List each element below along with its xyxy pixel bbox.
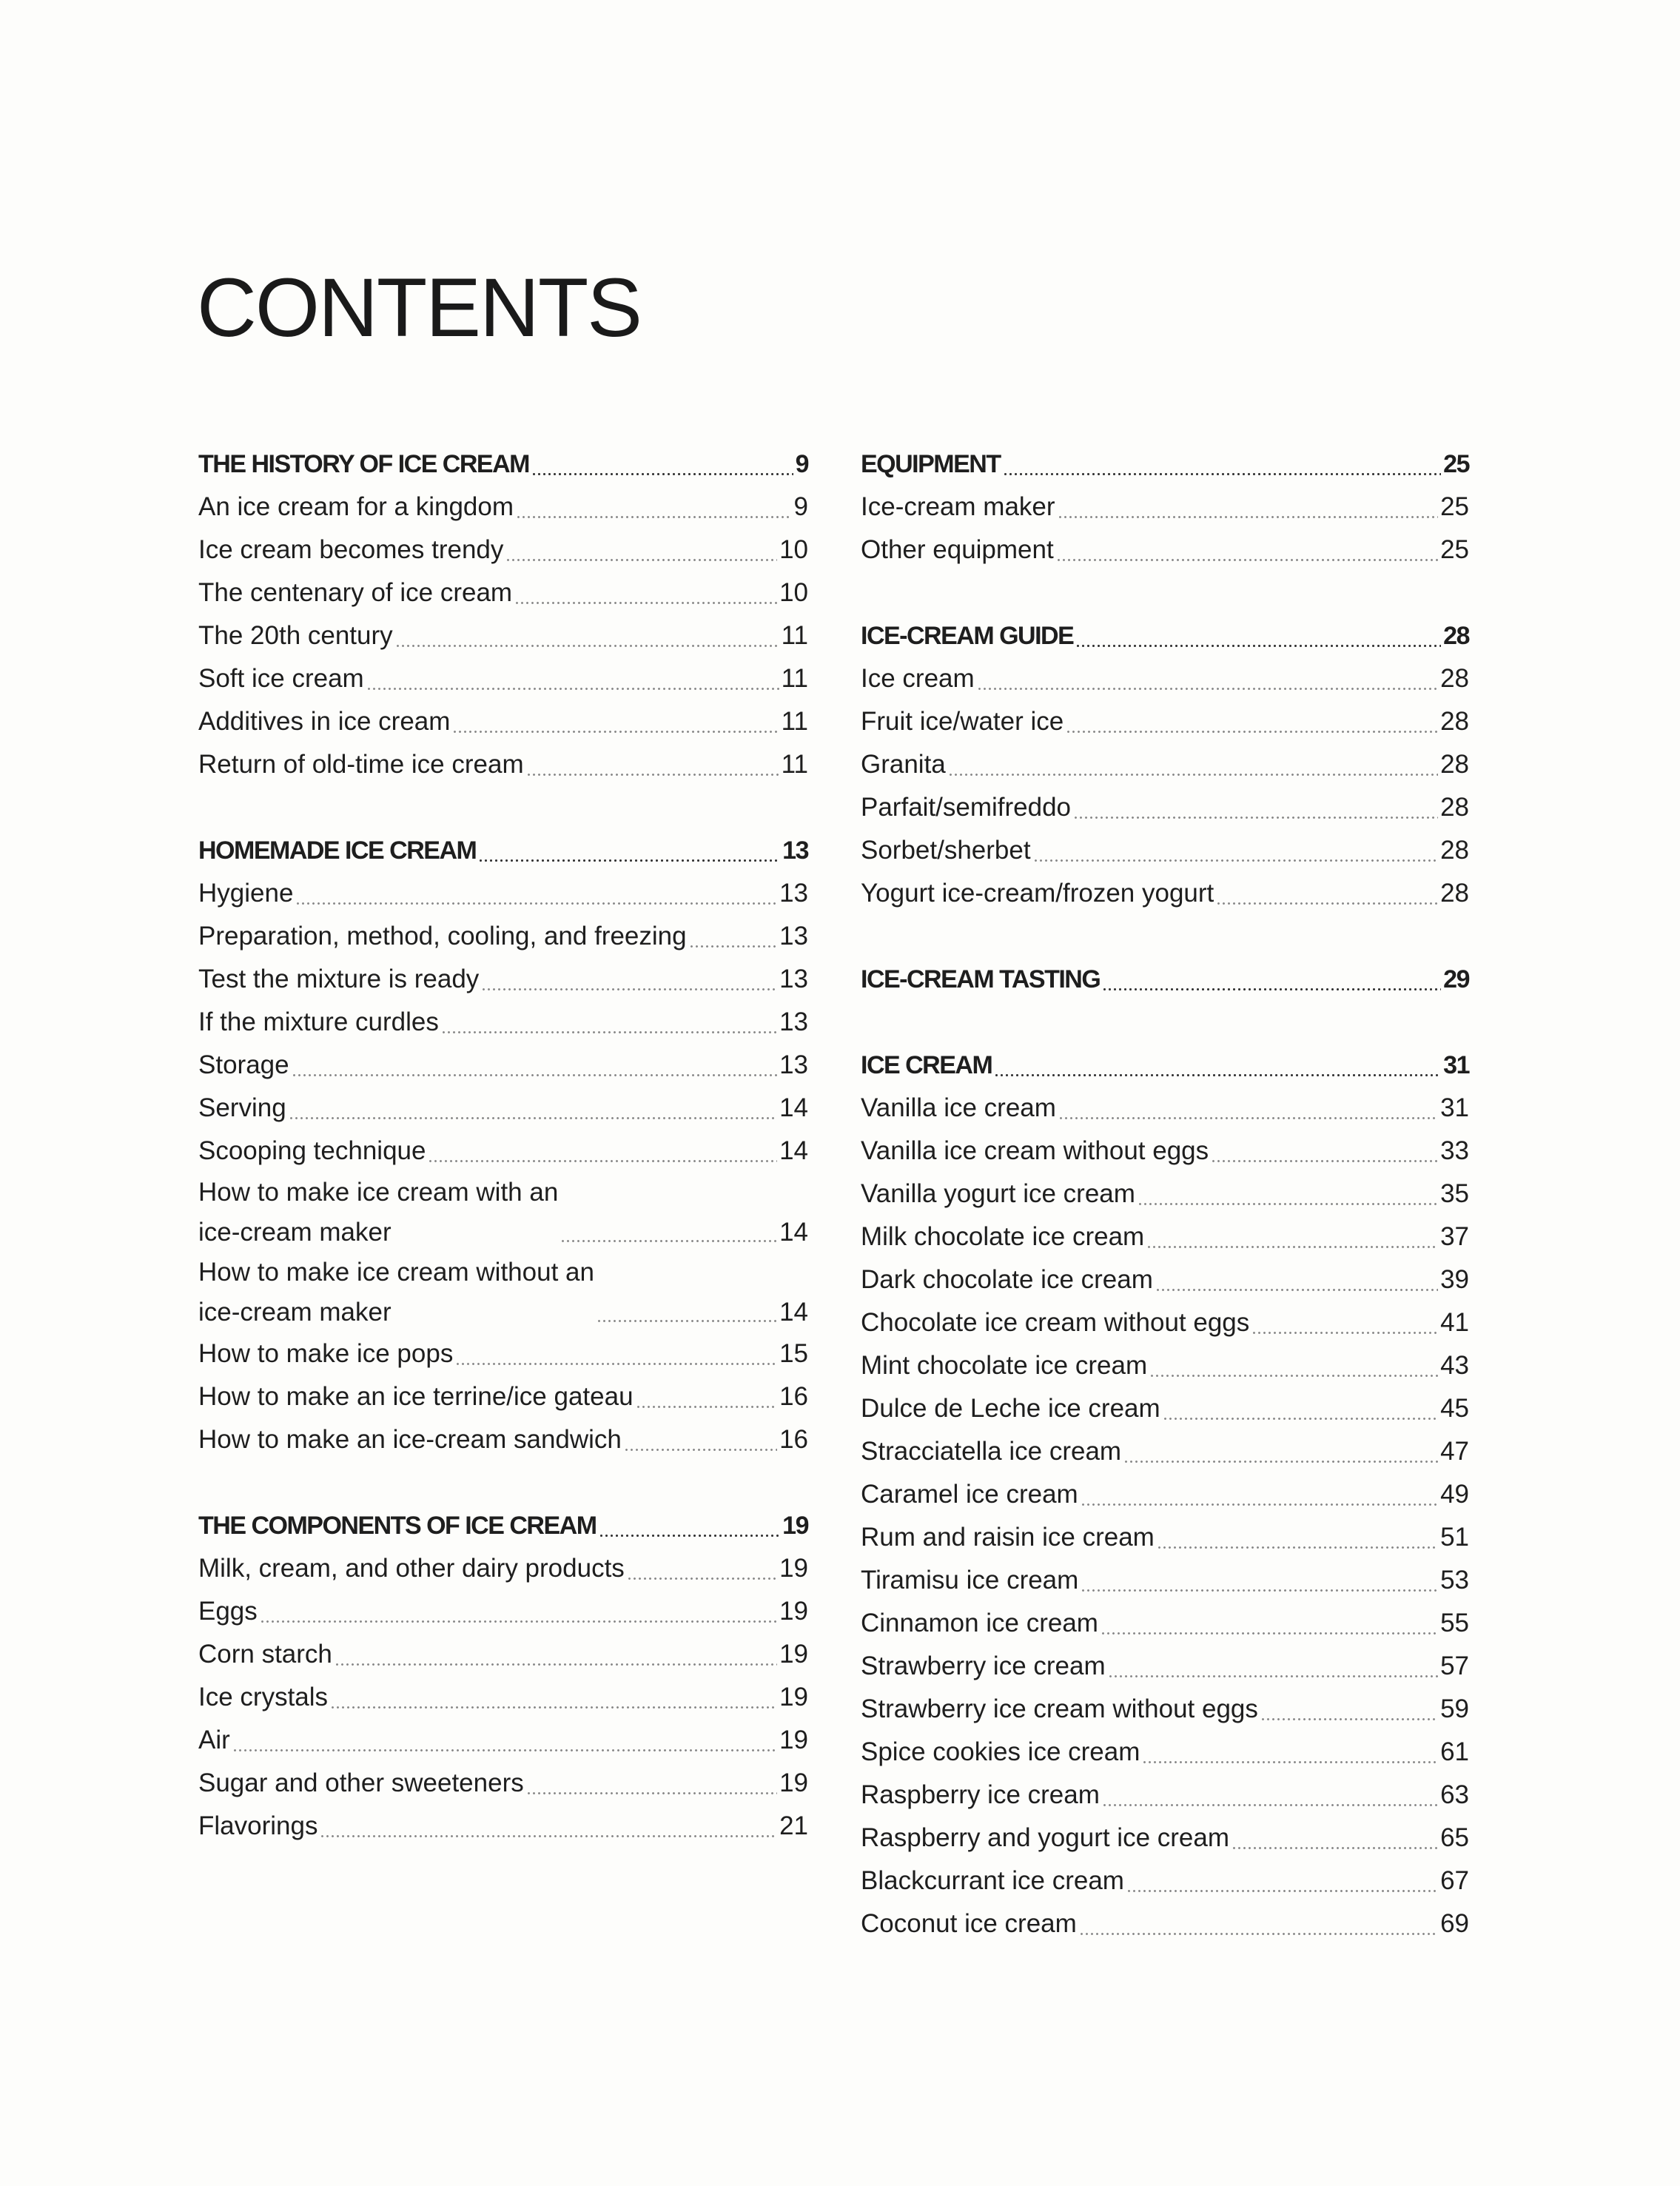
leader-dots xyxy=(481,988,777,990)
toc-entry-page-number: 41 xyxy=(1440,1308,1469,1337)
toc-entry-page-number: 35 xyxy=(1440,1179,1469,1208)
leader-dots xyxy=(1003,473,1442,475)
toc-entry-page-number: 53 xyxy=(1440,1566,1469,1595)
leader-dots xyxy=(516,516,792,518)
toc-entry-label: Blackcurrant ice cream xyxy=(861,1866,1124,1895)
toc-entry-label: Cinnamon ice cream xyxy=(861,1609,1098,1637)
toc-entry[interactable] xyxy=(198,1087,808,1130)
section-heading-label: ICE CREAM xyxy=(861,1051,992,1079)
toc-entry-label: Return of old-time ice cream xyxy=(198,750,524,779)
toc-entry[interactable] xyxy=(861,657,1469,700)
toc-entry-label: How to make ice cream without an ice-cream maker xyxy=(198,1258,594,1327)
toc-entry-page-number: 13 xyxy=(779,1050,808,1079)
leader-dots xyxy=(1066,731,1438,733)
toc-entry-label: Ice crystals xyxy=(198,1683,329,1711)
toc-entry-label: Soft ice cream xyxy=(198,664,364,693)
leader-dots xyxy=(689,945,777,948)
toc-entry[interactable] xyxy=(861,1258,1469,1301)
section-heading[interactable] xyxy=(198,1504,808,1547)
toc-entry[interactable] xyxy=(861,1902,1469,1945)
leader-dots xyxy=(1157,1546,1438,1549)
leader-dots xyxy=(1163,1418,1438,1420)
toc-entry[interactable] xyxy=(198,958,808,1001)
toc-section xyxy=(861,1044,1469,1945)
toc-entry-label: Ice cream becomes trendy xyxy=(198,535,504,564)
section-heading-label: ICE-CREAM TASTING xyxy=(861,965,1101,993)
toc-entry-page-number: 13 xyxy=(779,879,808,908)
leader-dots xyxy=(1149,1375,1438,1377)
leader-dots xyxy=(1146,1246,1438,1248)
toc-entry[interactable] xyxy=(861,1731,1469,1774)
toc-entry-label: Vanilla ice cream without eggs xyxy=(861,1136,1209,1165)
toc-entry-label: The centenary of ice cream xyxy=(198,578,513,607)
toc-entry-page-number: 19 xyxy=(779,1640,808,1669)
leader-dots xyxy=(1251,1332,1438,1334)
toc-entry-page-number: 10 xyxy=(779,578,808,607)
toc-column-left xyxy=(198,443,808,1891)
toc-entry-page-number: 11 xyxy=(781,750,808,779)
section-heading[interactable] xyxy=(198,829,808,872)
section-heading[interactable] xyxy=(861,958,1469,1001)
toc-entry[interactable] xyxy=(861,486,1469,529)
toc-entry[interactable] xyxy=(198,872,808,915)
toc-section xyxy=(861,614,1469,915)
toc-entry-page-number: 13 xyxy=(779,965,808,993)
section-heading[interactable] xyxy=(861,614,1469,657)
toc-entry-page-number: 55 xyxy=(1440,1609,1469,1637)
toc-entry-page-number: 25 xyxy=(1440,492,1469,521)
toc-entry-label: Raspberry ice cream xyxy=(861,1780,1100,1809)
toc-entry-label: Caramel ice cream xyxy=(861,1480,1078,1509)
toc-entry[interactable] xyxy=(861,1344,1469,1387)
leader-dots xyxy=(1126,1890,1438,1892)
leader-dots xyxy=(292,1074,777,1076)
leader-dots xyxy=(1232,1847,1438,1849)
toc-entry[interactable] xyxy=(198,1633,808,1676)
toc-entry-page-number: 33 xyxy=(1440,1136,1469,1165)
toc-entry-label: Air xyxy=(198,1726,230,1754)
toc-entry-label: Mint chocolate ice cream xyxy=(861,1351,1148,1380)
toc-entry[interactable] xyxy=(198,1762,808,1805)
leader-dots xyxy=(1123,1461,1438,1463)
toc-entry-page-number: 65 xyxy=(1440,1823,1469,1852)
toc-entry-label: Flavorings xyxy=(198,1811,318,1840)
toc-entry-label: Chocolate ice cream without eggs xyxy=(861,1308,1250,1337)
toc-entry-page-number: 25 xyxy=(1440,535,1469,564)
leader-dots xyxy=(599,1535,781,1537)
toc-entry-label: Milk chocolate ice cream xyxy=(861,1222,1145,1251)
toc-entry-label: How to make ice pops xyxy=(198,1339,454,1368)
toc-entry-label: How to make an ice-cream sandwich xyxy=(198,1425,622,1454)
leader-dots xyxy=(320,1835,777,1837)
toc-entry-label: Eggs xyxy=(198,1597,258,1626)
toc-entry[interactable] xyxy=(198,1332,808,1375)
toc-entry-page-number: 61 xyxy=(1440,1737,1469,1766)
leader-dots xyxy=(1079,1933,1438,1935)
toc-entry-label: Hygiene xyxy=(198,879,294,908)
toc-entry-page-number: 45 xyxy=(1440,1394,1469,1423)
toc-entry-label: Storage xyxy=(198,1050,289,1079)
leader-dots xyxy=(295,902,777,905)
section-heading[interactable] xyxy=(861,443,1469,486)
leader-dots xyxy=(1081,1503,1438,1506)
toc-entry-page-number: 57 xyxy=(1440,1652,1469,1680)
toc-entry-label: Scooping technique xyxy=(198,1136,426,1165)
leader-dots xyxy=(1138,1203,1438,1205)
toc-entry-page-number: 28 xyxy=(1440,879,1469,908)
toc-section xyxy=(861,958,1469,1001)
toc-entry[interactable] xyxy=(198,1676,808,1719)
toc-entry[interactable] xyxy=(861,1473,1469,1516)
toc-entry-page-number: 28 xyxy=(1440,664,1469,693)
leader-dots xyxy=(366,688,779,690)
toc-entry-page-number: 19 xyxy=(779,1554,808,1583)
toc-entry-page-number: 14 xyxy=(779,1218,808,1247)
toc-entry-label: Test the mixture is ready xyxy=(198,965,480,993)
section-heading-page-number: 19 xyxy=(782,1512,808,1540)
toc-entry-label: If the mixture curdles xyxy=(198,1007,439,1036)
leader-dots xyxy=(1101,1632,1438,1635)
toc-entry-label: Other equipment xyxy=(861,535,1054,564)
leader-dots xyxy=(1216,902,1438,905)
toc-entry-label: Milk, cream, and other dairy products xyxy=(198,1554,625,1583)
toc-entry[interactable] xyxy=(861,1173,1469,1216)
section-heading-label: EQUIPMENT xyxy=(861,450,1001,478)
toc-entry[interactable] xyxy=(861,872,1469,915)
toc-entry-label: Dark chocolate ice cream xyxy=(861,1265,1153,1294)
toc-entry[interactable] xyxy=(861,1387,1469,1430)
leader-dots xyxy=(335,1663,777,1666)
leader-dots xyxy=(455,1363,777,1365)
toc-entry-label: Vanilla ice cream xyxy=(861,1093,1056,1122)
toc-entry-page-number: 15 xyxy=(779,1339,808,1368)
toc-entry[interactable] xyxy=(198,571,808,614)
section-heading-page-number: 13 xyxy=(782,836,808,865)
section-heading-label: THE HISTORY OF ICE CREAM xyxy=(198,450,529,478)
toc-entry[interactable] xyxy=(861,786,1469,829)
toc-entry[interactable] xyxy=(198,915,808,958)
leader-dots xyxy=(260,1620,777,1623)
toc-entry-page-number: 51 xyxy=(1440,1523,1469,1552)
toc-entry-label: Serving xyxy=(198,1093,286,1122)
section-heading-page-number: 9 xyxy=(795,450,808,478)
toc-entry[interactable] xyxy=(198,1001,808,1044)
leader-dots xyxy=(1073,817,1438,819)
leader-dots xyxy=(994,1074,1441,1076)
toc-entry-page-number: 11 xyxy=(781,621,808,650)
leader-dots xyxy=(1102,988,1441,990)
toc-entry-label: How to make an ice terrine/ice gateau xyxy=(198,1382,634,1411)
leader-dots xyxy=(627,1578,777,1580)
toc-column-right xyxy=(861,443,1469,1988)
leader-dots xyxy=(977,688,1438,690)
toc-entry-page-number: 19 xyxy=(779,1768,808,1797)
leader-dots xyxy=(948,774,1438,776)
leader-dots xyxy=(636,1406,778,1408)
leader-dots xyxy=(526,774,779,776)
toc-entry-page-number: 28 xyxy=(1440,836,1469,865)
toc-entry[interactable] xyxy=(861,1430,1469,1473)
leader-dots xyxy=(1058,1117,1438,1119)
leader-dots xyxy=(1211,1160,1438,1162)
toc-entry-page-number: 28 xyxy=(1440,793,1469,822)
toc-entry-label: Raspberry and yogurt ice cream xyxy=(861,1823,1229,1852)
toc-entry[interactable] xyxy=(861,743,1469,786)
toc-entry-page-number: 13 xyxy=(779,1007,808,1036)
toc-entry-label: The 20th century xyxy=(198,621,393,650)
toc-entry-page-number: 63 xyxy=(1440,1780,1469,1809)
leader-dots xyxy=(428,1160,777,1162)
toc-entry-page-number: 39 xyxy=(1440,1265,1469,1294)
toc-entry-label: Corn starch xyxy=(198,1640,332,1669)
leader-dots xyxy=(330,1706,777,1709)
toc-entry[interactable] xyxy=(861,829,1469,872)
toc-entry-label: Granita xyxy=(861,750,946,779)
leader-dots xyxy=(289,1117,777,1119)
toc-entry-page-number: 9 xyxy=(793,492,808,521)
toc-entry-page-number: 19 xyxy=(779,1683,808,1711)
toc-entry[interactable] xyxy=(861,1516,1469,1559)
section-heading-page-number: 28 xyxy=(1443,622,1469,650)
toc-entry[interactable] xyxy=(198,700,808,743)
toc-entry[interactable] xyxy=(861,1645,1469,1688)
toc-entry-page-number: 14 xyxy=(779,1298,808,1327)
toc-entry-label: How to make ice cream with an ice-cream maker xyxy=(198,1178,559,1247)
toc-section xyxy=(198,1504,808,1848)
leader-dots xyxy=(452,731,779,733)
toc-entry-page-number: 49 xyxy=(1440,1480,1469,1509)
toc-entry-label: Tiramisu ice cream xyxy=(861,1566,1079,1595)
toc-entry[interactable] xyxy=(198,486,808,529)
toc-entry[interactable] xyxy=(861,1860,1469,1902)
toc-entry-label: Spice cookies ice cream xyxy=(861,1737,1140,1766)
leader-dots xyxy=(1155,1289,1438,1291)
leader-dots xyxy=(1075,645,1441,647)
toc-entry[interactable] xyxy=(861,1774,1469,1817)
toc-entry-label: Stracciatella ice cream xyxy=(861,1437,1122,1466)
leader-dots xyxy=(1056,559,1438,561)
toc-entry[interactable] xyxy=(198,1719,808,1762)
leader-dots xyxy=(1102,1804,1438,1806)
toc-entry[interactable] xyxy=(861,1688,1469,1731)
toc-entry-label: Strawberry ice cream xyxy=(861,1652,1106,1680)
leader-dots xyxy=(505,559,777,561)
toc-section xyxy=(198,829,808,1461)
section-heading-page-number: 31 xyxy=(1443,1051,1469,1079)
toc-entry-label: Additives in ice cream xyxy=(198,707,451,736)
toc-entry[interactable] xyxy=(198,1130,808,1173)
toc-entry-page-number: 21 xyxy=(779,1811,808,1840)
section-heading[interactable] xyxy=(861,1044,1469,1087)
toc-entry[interactable] xyxy=(861,1559,1469,1602)
toc-entry-page-number: 37 xyxy=(1440,1222,1469,1251)
toc-entry-label: Dulce de Leche ice cream xyxy=(861,1394,1160,1423)
toc-entry[interactable] xyxy=(861,529,1469,571)
leader-dots xyxy=(624,1449,777,1451)
leader-dots xyxy=(531,473,793,475)
toc-entry-label: Preparation, method, cooling, and freezing xyxy=(198,922,687,950)
toc-entry[interactable] xyxy=(861,1216,1469,1258)
leader-dots xyxy=(560,1240,777,1242)
leader-dots xyxy=(514,602,777,604)
toc-entry-label: Sorbet/sherbet xyxy=(861,836,1031,865)
section-heading-page-number: 29 xyxy=(1443,965,1469,993)
toc-section xyxy=(861,443,1469,571)
toc-entry-page-number: 11 xyxy=(781,664,808,693)
leader-dots xyxy=(232,1749,777,1751)
toc-entry-label: Strawberry ice cream without eggs xyxy=(861,1694,1258,1723)
toc-entry-page-number: 10 xyxy=(779,535,808,564)
section-heading-label: ICE-CREAM GUIDE xyxy=(861,622,1074,650)
toc-entry-label: Parfait/semifreddo xyxy=(861,793,1072,822)
toc-entry[interactable] xyxy=(198,1805,808,1848)
toc-entry-label: Ice-cream maker xyxy=(861,492,1055,521)
toc-entry-page-number: 19 xyxy=(779,1726,808,1754)
leader-dots xyxy=(1142,1761,1438,1763)
leader-dots xyxy=(526,1792,777,1794)
toc-entry-page-number: 28 xyxy=(1440,707,1469,736)
toc-entry-page-number: 19 xyxy=(779,1597,808,1626)
toc-entry-label: Sugar and other sweeteners xyxy=(198,1768,524,1797)
toc-entry-label: Rum and raisin ice cream xyxy=(861,1523,1155,1552)
leader-dots xyxy=(1260,1718,1438,1720)
toc-entry-label: Ice cream xyxy=(861,664,975,693)
toc-entry-page-number: 69 xyxy=(1440,1909,1469,1938)
toc-entry-page-number: 43 xyxy=(1440,1351,1469,1380)
leader-dots xyxy=(1081,1589,1438,1592)
toc-entry-label: Coconut ice cream xyxy=(861,1909,1077,1938)
toc-entry-page-number: 47 xyxy=(1440,1437,1469,1466)
toc-entry[interactable] xyxy=(861,700,1469,743)
toc-entry[interactable] xyxy=(198,1253,808,1332)
toc-entry[interactable] xyxy=(198,1375,808,1418)
toc-entry-label: Vanilla yogurt ice cream xyxy=(861,1179,1135,1208)
toc-entry[interactable] xyxy=(198,1418,808,1461)
toc-entry-page-number: 16 xyxy=(779,1425,808,1454)
toc-entry[interactable] xyxy=(198,1590,808,1633)
toc-entry[interactable] xyxy=(198,1044,808,1087)
toc-entry-page-number: 13 xyxy=(779,922,808,950)
toc-entry-page-number: 16 xyxy=(779,1382,808,1411)
leader-dots xyxy=(478,859,780,862)
toc-entry-page-number: 59 xyxy=(1440,1694,1469,1723)
leader-dots xyxy=(1058,516,1439,518)
toc-entry[interactable] xyxy=(861,1301,1469,1344)
toc-entry-page-number: 67 xyxy=(1440,1866,1469,1895)
toc-entry[interactable] xyxy=(861,1087,1469,1130)
toc-entry-label: An ice cream for a kingdom xyxy=(198,492,514,521)
toc-entry[interactable] xyxy=(861,1602,1469,1645)
toc-entry[interactable] xyxy=(198,614,808,657)
toc-entry-label: Fruit ice/water ice xyxy=(861,707,1064,736)
toc-entry[interactable] xyxy=(198,657,808,700)
leader-dots xyxy=(597,1320,777,1322)
leader-dots xyxy=(395,645,779,647)
toc-entry-label: Yogurt ice-cream/frozen yogurt xyxy=(861,879,1214,908)
toc-entry[interactable] xyxy=(861,1817,1469,1860)
section-heading-label: THE COMPONENTS OF ICE CREAM xyxy=(198,1512,597,1540)
leader-dots xyxy=(1033,859,1438,862)
toc-entry[interactable] xyxy=(861,1130,1469,1173)
toc-entry[interactable] xyxy=(198,529,808,571)
toc-entry[interactable] xyxy=(198,1547,808,1590)
section-heading[interactable] xyxy=(198,443,808,486)
toc-entry-page-number: 11 xyxy=(781,707,808,736)
toc-entry-page-number: 28 xyxy=(1440,750,1469,779)
toc-entry[interactable] xyxy=(198,743,808,786)
page-title: CONTENTS xyxy=(197,261,641,354)
leader-dots xyxy=(441,1031,777,1033)
toc-entry-page-number: 31 xyxy=(1440,1093,1469,1122)
section-heading-label: HOMEMADE ICE CREAM xyxy=(198,836,477,865)
toc-entry[interactable] xyxy=(198,1173,808,1253)
toc-entry-page-number: 14 xyxy=(779,1136,808,1165)
toc-entry-page-number: 14 xyxy=(779,1093,808,1122)
section-heading-page-number: 25 xyxy=(1443,450,1469,478)
toc-section xyxy=(198,443,808,786)
leader-dots xyxy=(1108,1675,1438,1677)
